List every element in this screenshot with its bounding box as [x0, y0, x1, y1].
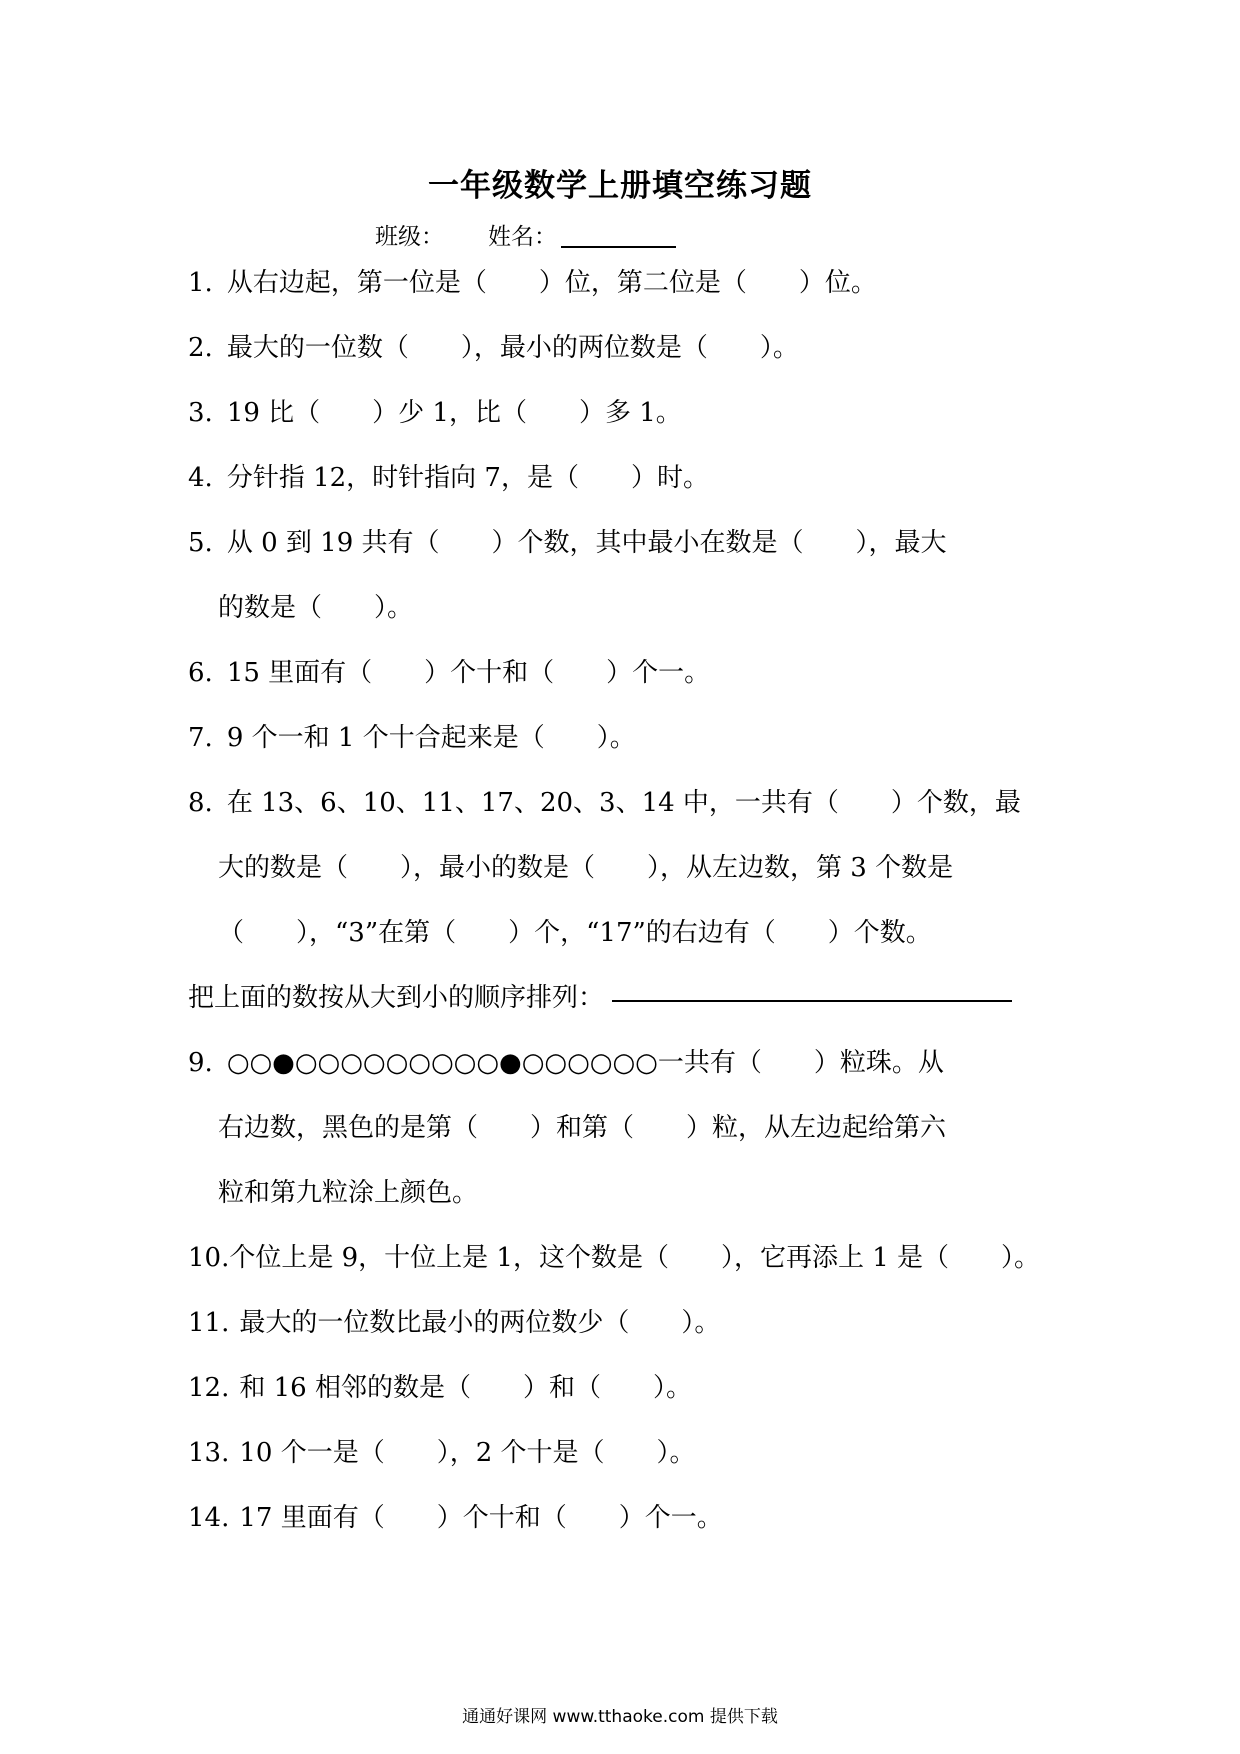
page-title: 一年级数学上册填空练习题 — [428, 168, 812, 204]
bead-row: ○○●○○○○○○○○○●○○○○○○一共有（ ）粒珠。从 — [226, 1048, 944, 1078]
footer-credit: 通通好课网 www.tthaoke.com 提供下载 — [462, 1707, 778, 1727]
question-8-cont-2: （ ），“3”在第（ ）个，“17”的右边有（ ）个数。 — [218, 918, 932, 948]
question-9: 9. ○○●○○○○○○○○○●○○○○○○一共有（ ）粒珠。从 — [188, 1048, 944, 1078]
question-14: 14. 17 里面有（ ）个十和（ ）个一。 — [188, 1503, 723, 1533]
question-11: 11. 最大的一位数比最小的两位数少（ ）。 — [188, 1308, 721, 1338]
question-4: 4. 分针指 12，时针指向 7，是（ ）时。 — [188, 463, 709, 493]
sort-answer-blank[interactable] — [612, 1000, 1012, 1002]
question-1: 1. 从右边起，第一位是（ ）位，第二位是（ ）位。 — [188, 268, 877, 298]
question-8-cont-1: 大的数是（ ），最小的数是（ ），从左边数，第 3 个数是 — [218, 853, 954, 883]
name-label: 姓名： — [488, 224, 557, 250]
question-13: 13. 10 个一是（ ），2 个十是（ ）。 — [188, 1438, 696, 1468]
question-8-sort-line: 把上面的数按从大到小的顺序排列： — [188, 981, 1012, 1015]
question-9-cont-1: 右边数，黑色的是第（ ）和第（ ）粒，从左边起给第六 — [218, 1113, 947, 1143]
question-12: 12. 和 16 相邻的数是（ ）和（ ）。 — [188, 1373, 692, 1403]
question-7: 7. 9 个一和 1 个十合起来是（ ）。 — [188, 723, 636, 753]
question-2: 2. 最大的一位数（ ），最小的两位数是（ ）。 — [188, 333, 799, 363]
question-9-cont-2: 粒和第九粒涂上颜色。 — [218, 1178, 479, 1208]
question-6: 6. 15 里面有（ ）个十和（ ）个一。 — [188, 658, 711, 688]
question-5-cont: 的数是（ ）。 — [218, 593, 414, 623]
name-blank[interactable] — [561, 246, 676, 248]
question-10: 10.个位上是 9，十位上是 1，这个数是（ ），它再添上 1 是（ ）。 — [188, 1243, 1041, 1273]
question-5: 5. 从 0 到 19 共有（ ）个数，其中最小在数是（ ），最大 — [188, 528, 947, 558]
student-info-line — [375, 218, 676, 251]
question-3: 3. 19 比（ ）少 1，比（ ）多 1。 — [188, 398, 682, 428]
class-label: 班级： — [375, 224, 444, 250]
question-8: 8. 在 13、6、10、11、17、20、3、14 中，一共有（ ）个数，最 — [188, 788, 1021, 818]
